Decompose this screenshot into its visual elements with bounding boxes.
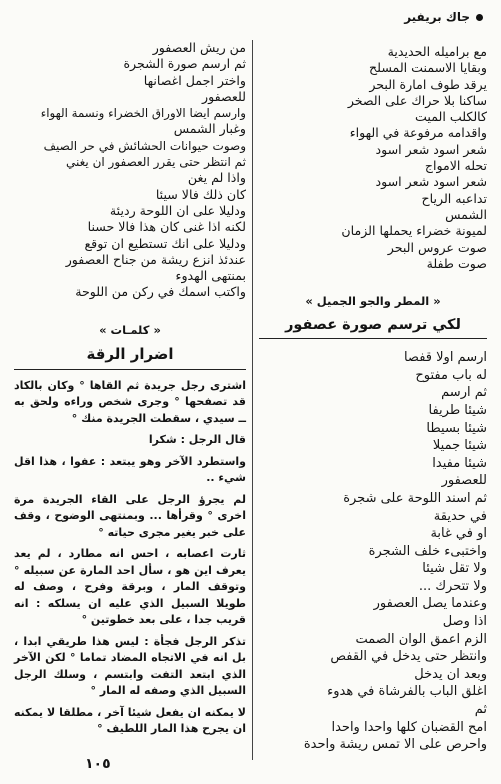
poem-line: ودليلا على انك تستطيع ان توقع <box>84 235 246 251</box>
poem-line: واختبىء خلف الشجرة <box>368 543 487 559</box>
poem-source: « المطر والجو الجميل » <box>305 294 441 309</box>
poem-line: ثم ارسم <box>441 385 487 401</box>
poem-line: واذا لم يغن <box>187 170 246 186</box>
poem-line: صوت عروس البحر <box>387 239 487 255</box>
poem-line: صوت طفلة <box>426 255 487 271</box>
left-column <box>14 40 246 743</box>
poem-line: بمنتهى الهدوء <box>175 268 246 284</box>
poem-line: واقدامه مرفوعة في الهواء <box>349 125 487 141</box>
story-paragraph: اشترى رجل جريدة ثم القاها ° وكان بالكاد قد تصفحها ° وجرى شخص وراءه ولحق به ــ سيدي ، سقطت الجريدة منك ° <box>14 378 246 425</box>
poem-line: ولا تقل شيئا <box>422 561 487 577</box>
poem-line: واحرص على الا تمس ريشة واحدة <box>303 737 487 753</box>
poem-line: ثم اسند اللوحة على شجرة <box>343 490 487 506</box>
story-body <box>14 378 246 738</box>
poem-line: واختر اجمل اغصانها <box>143 72 246 88</box>
story-paragraph: لا يمكنه ان يفعل شيئا آخر ، مطلقا لا يمكنه ان يجرح هذا المار اللطيف ° <box>14 705 246 736</box>
poem-line: ساكنا بلا حراك على الصخر <box>347 92 487 108</box>
poem-line: للعصفور <box>441 473 487 489</box>
poem-line: من ريش العصفور <box>152 40 246 55</box>
story-paragraph: واستطرد الآخر وهو يبتعد : عفوا ، هذا اقل شيء .. <box>14 454 246 485</box>
poem-line: شعر اسود شعر اسود <box>375 174 487 190</box>
poem-line: وبقايا الاسمنت المسلح <box>369 60 487 76</box>
poem-line: الشمس <box>445 206 487 222</box>
poem-line: او في غابة <box>430 526 487 542</box>
column-divider <box>252 40 253 760</box>
poem-line: شيئا جميلا <box>432 438 487 454</box>
right-column <box>259 44 487 754</box>
poem-line: يرقد طوف امارة البحر <box>369 76 487 92</box>
poem-line: عندئذ انزع ريشة من جناح العصفور <box>65 251 246 267</box>
poem-line: شيئا بسيطا <box>426 420 487 436</box>
poem-line: ثم انتظر حتى يقرر العصفور ان يغني <box>66 155 246 170</box>
bullet-icon <box>476 14 483 21</box>
poem-line: لكنه اذا غنى كان هذا فالا حسنا <box>87 219 246 235</box>
poem-line: وغبار الشمس <box>173 121 246 137</box>
poem-line: كالكلب الميت <box>415 109 487 125</box>
story-paragraph: تذكر الرجل فجأة : ليس هذا طريقي ابدا ، بل انه في الاتجاه المضاد تماما ° لكن الآخر الذي ابتعد التفت وابتسم ، وسلك الرجل السبيل الذي وصفه له المار ° <box>14 634 246 698</box>
poem-line: مع براميله الحديدية <box>387 44 487 59</box>
poem-line: واكتب اسمك في ركن من اللوحة <box>75 284 246 300</box>
poem-line: وانتظر حتى يدخل في القفص <box>330 649 487 665</box>
page-number: ١٠٥ <box>85 756 111 772</box>
poem-line: ولا تتحرك ... <box>418 578 487 594</box>
poem-line: ارسم اولا قفصا <box>403 350 487 366</box>
section-label: « كلمـات » <box>99 322 161 337</box>
poem-line: وعندما يصل العصفور <box>373 596 487 612</box>
poem-line: اذا وصل <box>442 614 487 630</box>
poem-continuation <box>14 40 246 301</box>
poem-line: وارسم ايضا الاوراق الخضراء ونسمة الهواء <box>40 106 246 121</box>
poem-line: ثم <box>474 702 487 718</box>
poem-line: امح القضبان كلها واحدا واحدا <box>331 719 487 735</box>
poem-ending <box>259 44 487 272</box>
section-title: لكي ترسم صورة عصفور <box>259 314 487 339</box>
page-header <box>404 10 483 24</box>
author-name: جاك بريفير <box>404 10 470 24</box>
poem-line: لميونة خضراء يحملها الزمان <box>341 223 487 239</box>
poem-line: ودليلا على ان اللوحة رديئة <box>109 202 246 218</box>
story-paragraph: قال الرجل : شكرا <box>148 433 246 447</box>
story-paragraph: لم يجرؤ الرجل على القاء الجريدة مرة اخرى ° وقرأها ... وبمنتهى الوضوح ، وقف على خبر يغير مجرى حياته ° <box>14 492 246 539</box>
poem-line: وبعد ان يدخل <box>414 666 487 682</box>
poem-line: شعر اسود شعر اسود <box>375 141 487 157</box>
poem-line: الزم اعمق الوان الصمت <box>355 631 487 647</box>
poem-line: شيئا طريفا <box>428 402 487 418</box>
poem-line: شيئا مفيدا <box>432 455 487 471</box>
poem-line: للعصفور <box>202 88 246 104</box>
poem-line: تداعبه الرياح <box>421 190 487 206</box>
poem-line: اغلق الباب بالفرشاة في هدوء <box>327 684 487 700</box>
story-paragraph: ثارت اعصابه ، احس انه مطارد ، لم يعد يعرف اين هو ، سأل احد المارة عن سبيله ° وتوقف المار ، وبرقة وفرح ، وصف له طويلا السبيل الذي عليه ان يسلكه : انه قريب جدا ، على بعد خطوتين ° <box>14 547 246 627</box>
bird-poem <box>259 349 487 754</box>
poem-line: تحله الامواج <box>424 158 487 174</box>
poem-line: ثم ارسم صورة الشجرة <box>123 56 246 72</box>
story-title: اضرار الرقة <box>14 343 246 370</box>
poem-line: كان ذلك فالا سيئا <box>155 186 246 202</box>
poem-line: في حديقة <box>433 508 487 524</box>
poem-line: وصوت حيوانات الحشائش في حر الصيف <box>43 138 246 153</box>
poem-line: له باب مفتوح <box>415 367 487 383</box>
